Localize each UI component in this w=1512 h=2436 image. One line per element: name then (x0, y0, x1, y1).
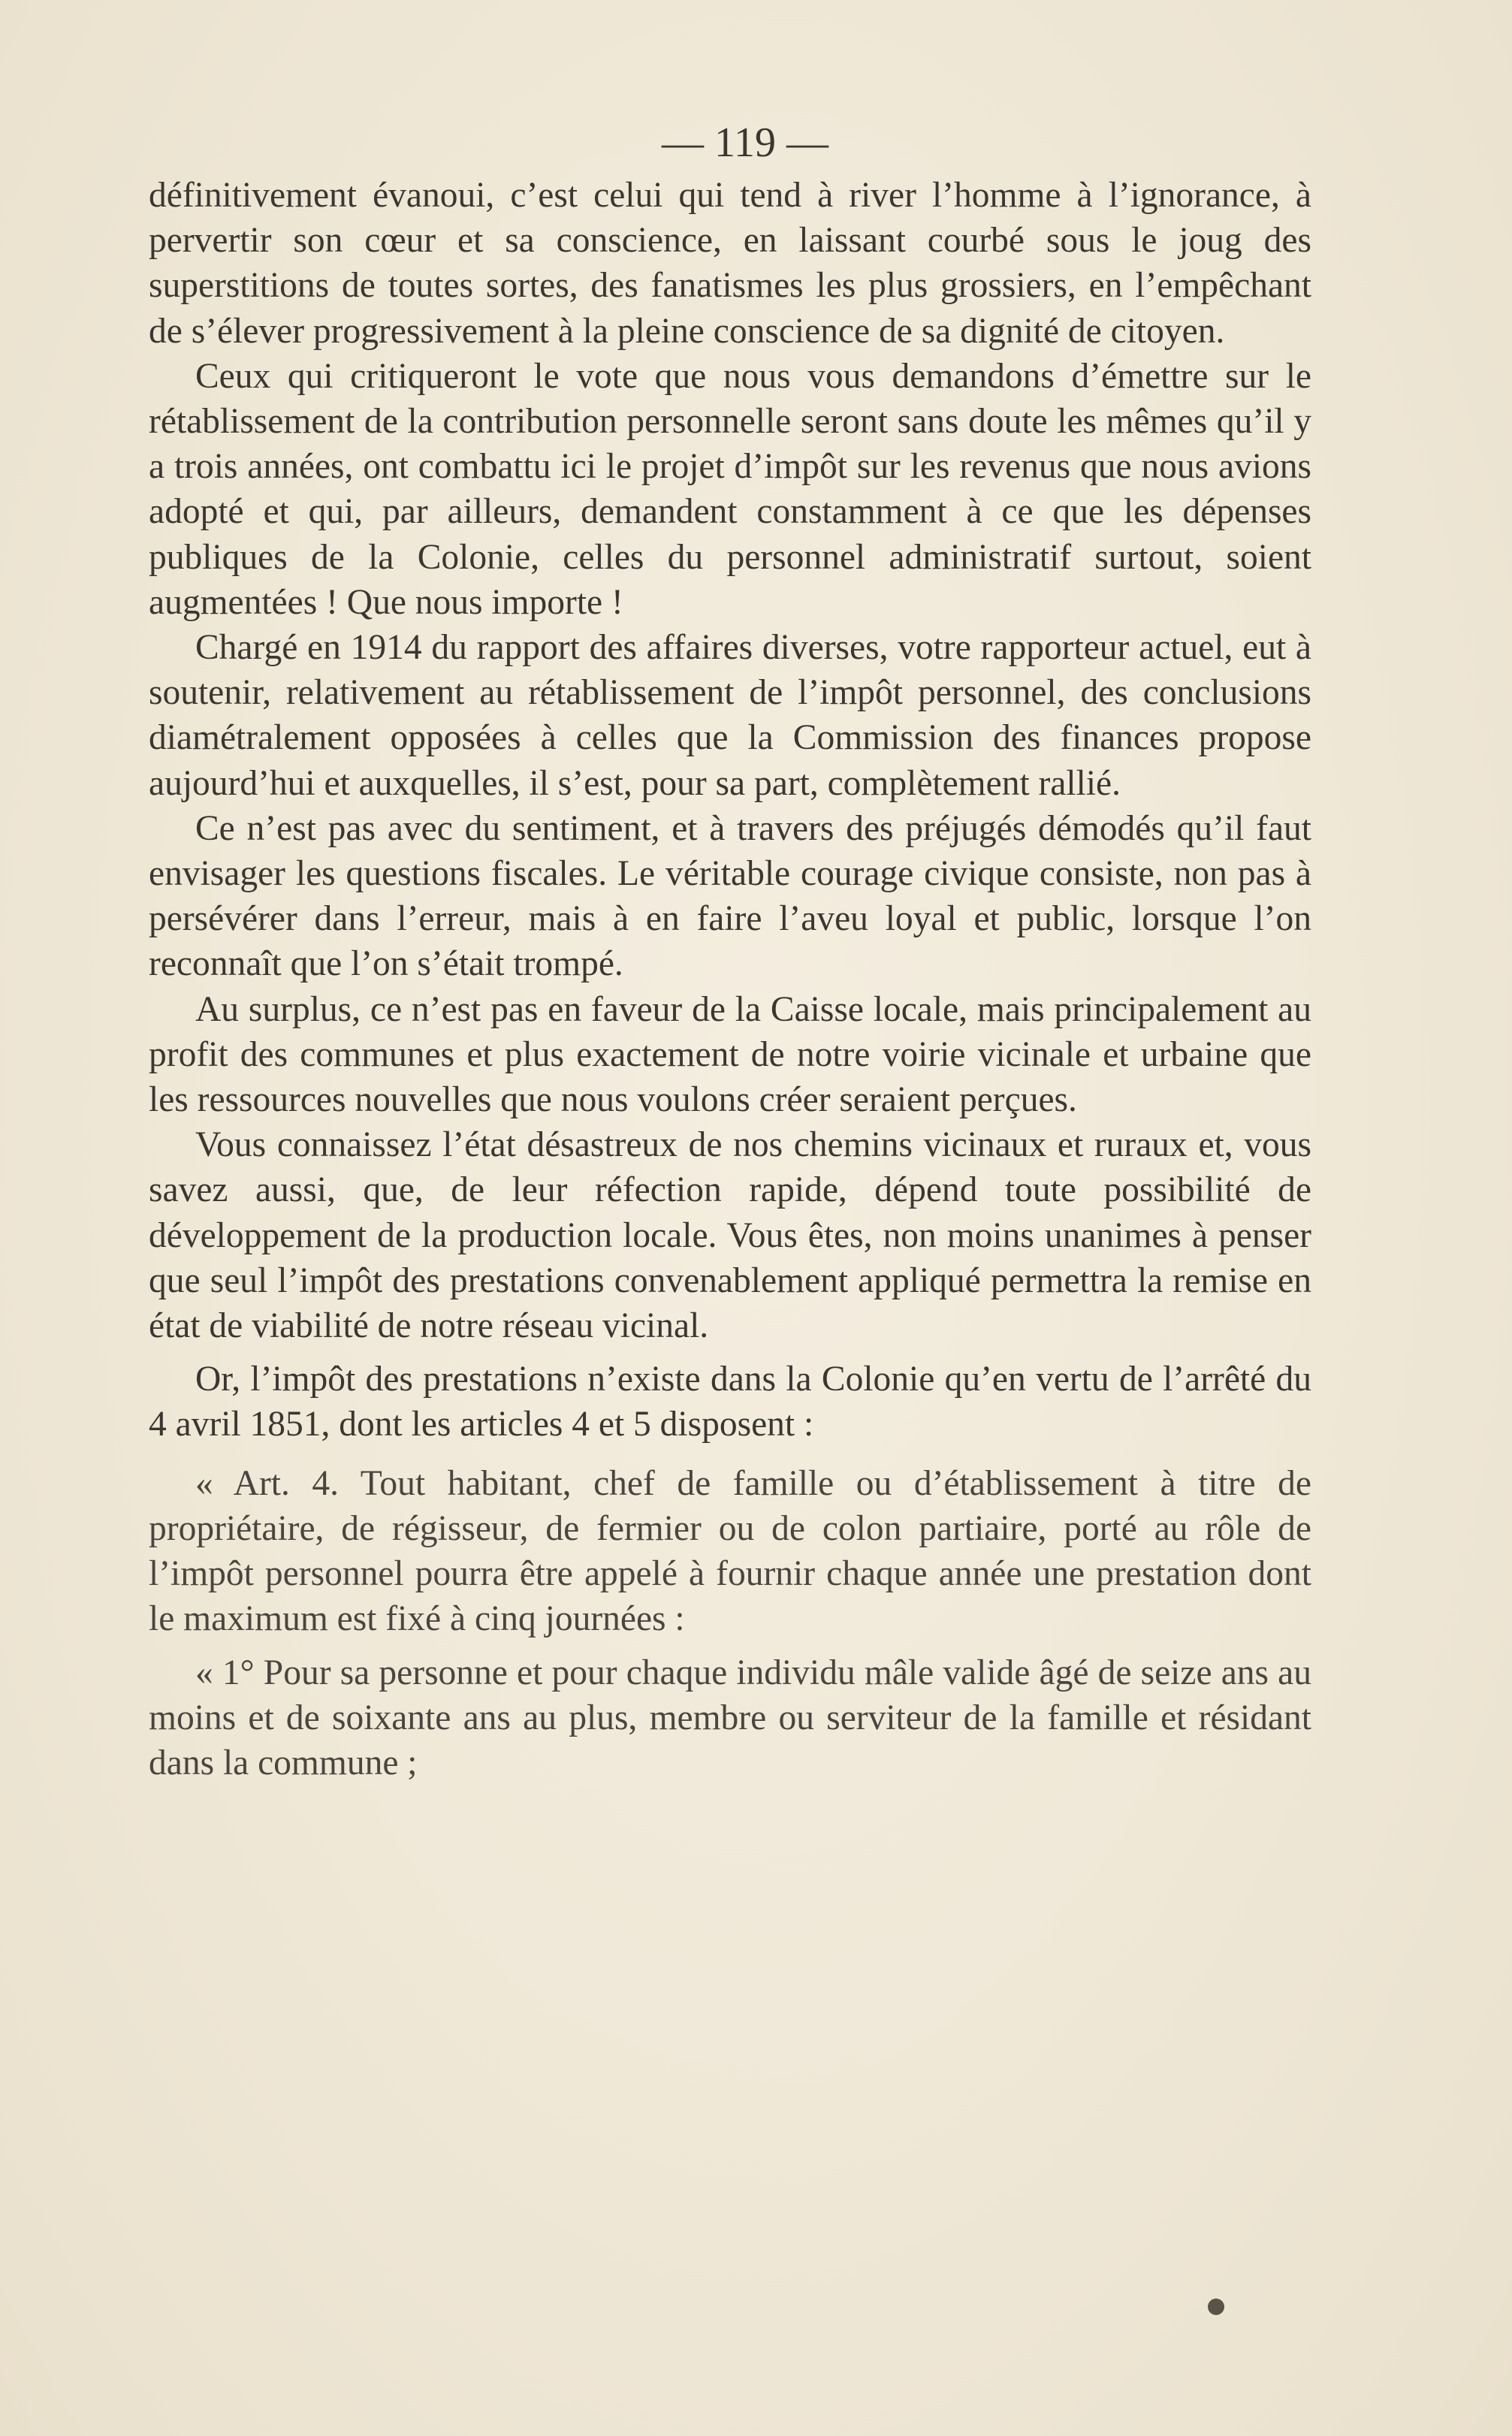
ink-spot-mark (1208, 2299, 1224, 2315)
paragraph-7: Or, l’impôt des prestations n’existe dans la Colonie qu’en vertu de l’arrêté du 4 avril 1851, dont les articles 4 et 5 disposent : (149, 1360, 1311, 1444)
page-number: — 119 — (662, 119, 828, 166)
paragraph-2: Ceux qui critiqueront le vote que nous vous demandons d’émettre sur le rétablissement de la contribution personnelle seront sans doute les mêmes qu’il y a trois années, ont combattu ici le projet d’impôt sur les revenus que nous avions adopté et qui, par ailleurs, demandent constamment à ce que les dépenses publiques de la Colonie, celles du personnel administratif surtout, soient augmentées ! Que nous importe ! (149, 356, 1311, 622)
page-content (149, 113, 1311, 1785)
paragraph-6: Vous connaissez l’état désastreux de nos chemins vicinaux et ruraux et, vous savez aussi, que, de leur réfection rapide, dépend toute possibilité de développement de la production locale. Vous êtes, non moins unanimes à penser que seul l’impôt des prestations convenablement appliqué permettra la remise en état de viabilité de notre réseau vicinal. (149, 1125, 1311, 1346)
quote-item-1: « 1° Pour sa personne et pour chaque individu mâle valide âgé de seize ans au moins et de soixante ans au plus, membre ou serviteur de la famille et résidant dans la commune ; (149, 1653, 1311, 1782)
paragraph-3: Chargé en 1914 du rapport des affaires diverses, votre rapporteur actuel, eut à soutenir, relativement au rétablissement de l’impôt personnel, des conclusions diamétralement opposées à celles que la Commission des finances propose aujourd’hui et auxquelles, il s’est, pour sa part, complètement rallié. (149, 628, 1311, 803)
paragraph-4: Ce n’est pas avec du sentiment, et à travers des préjugés démodés qu’il faut envisager les questions fiscales. Le véritable courage civique consiste, non pas à persévérer dans l’erreur, mais à en faire l’aveu loyal et public, lorsque l’on reconnaît que l’on s’était trompé. (149, 808, 1311, 984)
paragraph-5: Au surplus, ce n’est pas en faveur de la Caisse locale, mais principalement au profit des communes et plus exactement de notre voirie vicinale et urbaine que les ressources nouvelles que nous voulons créer seraient perçues. (149, 989, 1311, 1120)
paragraph-1: définitivement évanoui, c’est celui qui tend à river l’homme à l’ignorance, à pervertir son cœur et sa conscience, en laissant courbé sous le joug des superstitions de toutes sortes, des fanatismes les plus grossiers, en l’empêchant de s’élever progressivement à la pleine conscience de sa dignité de citoyen. (149, 176, 1311, 351)
quote-article-4: « Art. 4. Tout habitant, chef de famille ou d’établissement à titre de propriétaire, de régisseur, de fermier ou de colon partiaire, porté au rôle de l’impôt personnel pourra être appelé à fournir chaque année une prestation dont le maximum est fixé à cinq journées : (149, 1463, 1311, 1639)
